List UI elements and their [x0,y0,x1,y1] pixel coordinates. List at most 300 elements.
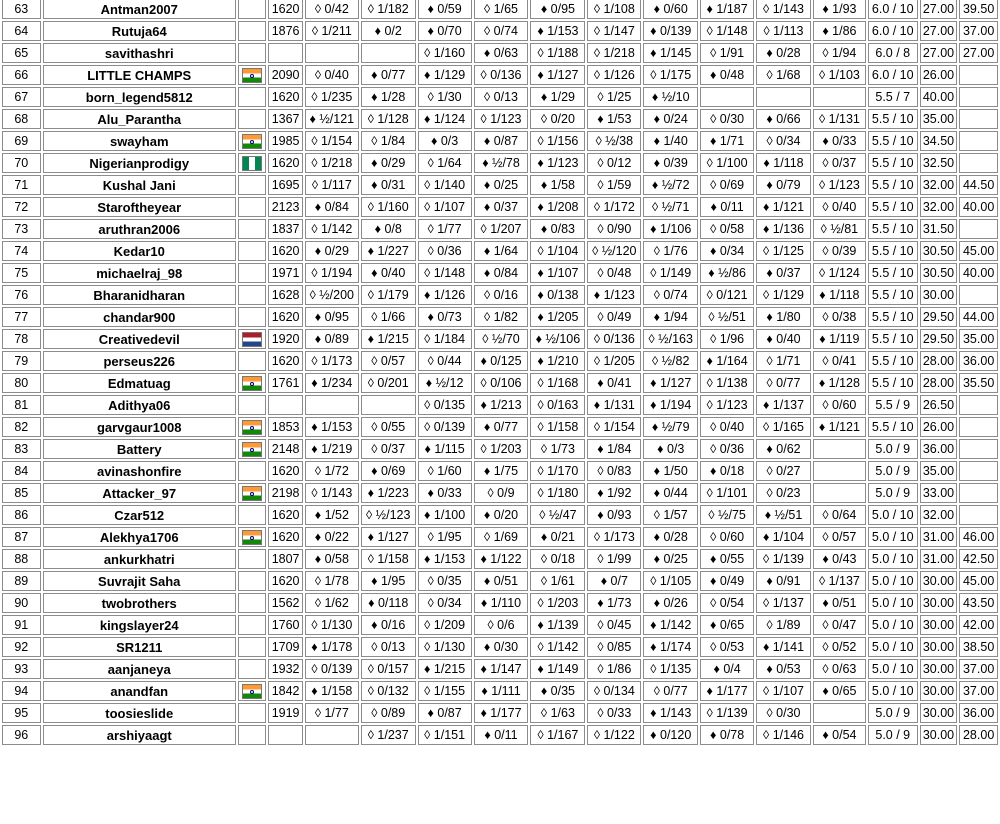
tiebreak2-cell [959,285,998,305]
round-result-cell: ♦ 0/16 [361,615,416,635]
flag-in-icon [242,420,262,435]
round-result-cell: ♦ 1/118 [756,153,811,173]
round-result-cell: ◊ 0/134 [587,681,641,701]
round-result-cell: ◊ 1/117 [305,175,359,195]
round-result-cell: ♦ 1/129 [418,65,472,85]
round-result-cell: ◊ 1/123 [700,395,754,415]
round-result-cell: ◊ 1/69 [474,527,529,547]
score-cell: 5.0 / 9 [868,439,918,459]
rank-cell: 89 [2,571,41,591]
round-result-cell: ♦ 0/20 [474,505,529,525]
rank-cell: 79 [2,351,41,371]
round-result-cell: ◊ 0/16 [474,285,529,305]
round-result-cell: ◊ 1/101 [700,483,754,503]
player-name-link[interactable]: arshiyaagt [43,725,236,745]
rank-cell: 75 [2,263,41,283]
round-result-cell: ◊ ½/38 [587,131,641,151]
round-result-cell: ◊ ½/70 [474,329,529,349]
rating-cell: 2090 [268,65,303,85]
round-result-cell: ◊ 1/128 [361,109,416,129]
player-name-link[interactable]: Edmatuag [43,373,236,393]
tiebreak1-cell: 30.00 [920,285,958,305]
flag-cell [238,109,266,129]
round-result-cell: ◊ 0/36 [418,241,472,261]
tiebreak1-cell: 30.00 [920,725,958,745]
flag-cell [238,527,266,547]
table-row [2,329,998,349]
round-result-cell: ◊ 0/135 [418,395,472,415]
round-result-cell [813,87,866,107]
round-result-cell: ♦ 0/40 [756,329,811,349]
table-row [2,439,998,459]
flag-in-icon [242,486,262,501]
player-name-link[interactable]: anandfan [43,681,236,701]
round-result-cell: ♦ 1/124 [418,109,472,129]
rating-cell: 1620 [268,527,303,547]
tiebreak1-cell: 30.50 [920,263,958,283]
rank-cell: 71 [2,175,41,195]
flag-cell [238,329,266,349]
flag-cell [238,549,266,569]
round-result-cell: ♦ 1/93 [813,0,866,19]
round-result-cell: ♦ 1/127 [361,527,416,547]
tiebreak2-cell: 44.00 [959,307,998,327]
round-result-cell: ◊ ½/123 [361,505,416,525]
tiebreak2-cell: 44.50 [959,175,998,195]
round-result-cell: ◊ ½/81 [813,219,866,239]
round-result-cell: ◊ 1/165 [756,417,811,437]
round-result-cell: ♦ 1/40 [643,131,698,151]
round-result-cell: ◊ 1/139 [700,703,754,723]
rank-cell: 77 [2,307,41,327]
player-name-link[interactable]: perseus226 [43,351,236,371]
round-result-cell: ♦ ½/106 [530,329,585,349]
round-result-cell: ◊ 1/147 [587,21,641,41]
flag-cell [238,175,266,195]
round-result-cell: ♦ 0/84 [305,197,359,217]
player-name-link[interactable]: Battery [43,439,236,459]
round-result-cell: ♦ 0/59 [418,0,472,19]
tiebreak1-cell: 32.00 [920,175,958,195]
round-result-cell: ♦ 0/77 [361,65,416,85]
tiebreak2-cell: 35.00 [959,329,998,349]
rating-cell: 1842 [268,681,303,701]
round-result-cell: ◊ 0/136 [587,329,641,349]
tiebreak1-cell: 30.00 [920,681,958,701]
score-cell: 5.0 / 9 [868,483,918,503]
player-name-link[interactable]: Staroftheyear [43,197,236,217]
round-result-cell: ◊ 1/203 [474,439,529,459]
rating-cell: 1620 [268,461,303,481]
player-name-link[interactable]: Alekhya1706 [43,527,236,547]
table-row [2,373,998,393]
rank-cell: 86 [2,505,41,525]
score-cell: 5.5 / 10 [868,241,918,261]
round-result-cell: ♦ 1/153 [418,549,472,569]
rank-cell: 76 [2,285,41,305]
round-result-cell: ♦ 1/50 [643,461,698,481]
round-result-cell: ◊ 1/113 [756,21,811,41]
flag-cell [238,725,266,745]
round-result-cell: ♦ 0/125 [474,351,529,371]
flag-cell [238,373,266,393]
flag-cell [238,703,266,723]
round-result-cell: ♦ 0/18 [700,461,754,481]
round-result-cell: ♦ 1/174 [643,637,698,657]
round-result-cell: ◊ 1/66 [361,307,416,327]
round-result-cell: ♦ 1/118 [813,285,866,305]
round-result-cell: ◊ 0/74 [474,21,529,41]
rating-cell: 1620 [268,0,303,19]
round-result-cell: ♦ 1/121 [756,197,811,217]
flag-cell [238,131,266,151]
player-name-link[interactable]: SR1211 [43,637,236,657]
round-result-cell: ♦ 0/83 [530,219,585,239]
round-result-cell: ◊ 0/34 [418,593,472,613]
round-result-cell: ◊ 1/154 [587,417,641,437]
round-result-cell: ♦ 0/26 [643,593,698,613]
round-result-cell: ♦ 1/153 [530,21,585,41]
round-result-cell: ♦ 0/54 [813,725,866,745]
player-name-link[interactable]: chandar900 [43,307,236,327]
round-result-cell: ♦ 1/139 [530,615,585,635]
table-row [2,483,998,503]
round-result-cell: ◊ ½/163 [643,329,698,349]
round-result-cell: ◊ 1/89 [756,615,811,635]
round-result-cell: ◊ 1/82 [474,307,529,327]
round-result-cell: ◊ 0/18 [530,549,585,569]
round-result-cell: ♦ 1/95 [361,571,416,591]
round-result-cell: ◊ 0/48 [587,263,641,283]
player-name-link[interactable]: avinashonfire [43,461,236,481]
flag-cell [238,263,266,283]
score-cell: 5.0 / 10 [868,659,918,679]
round-result-cell: ◊ 0/13 [474,87,529,107]
rank-cell: 96 [2,725,41,745]
player-name-link[interactable]: kingslayer24 [43,615,236,635]
player-name-link[interactable]: garvgaur1008 [43,417,236,437]
round-result-cell: ♦ 0/65 [700,615,754,635]
round-result-cell [813,483,866,503]
rating-cell: 1932 [268,659,303,679]
rank-cell: 69 [2,131,41,151]
round-result-cell: ◊ 0/74 [643,285,698,305]
player-name-link[interactable]: aruthran2006 [43,219,236,239]
round-result-cell: ◊ ½/200 [305,285,359,305]
table-row [2,681,998,701]
round-result-cell: ◊ 1/155 [418,681,472,701]
rating-cell: 1985 [268,131,303,151]
round-result-cell: ♦ 0/29 [361,153,416,173]
score-cell: 5.5 / 10 [868,263,918,283]
round-result-cell: ♦ ½/10 [643,87,698,107]
round-result-cell: ♦ 0/77 [474,417,529,437]
round-result-cell: ♦ 1/145 [643,43,698,63]
flag-cell [238,461,266,481]
tiebreak2-cell: 27.00 [959,43,998,63]
round-result-cell: ♦ 1/106 [643,219,698,239]
tiebreak2-cell: 38.50 [959,637,998,657]
round-result-cell: ♦ 1/194 [643,395,698,415]
score-cell: 5.5 / 10 [868,285,918,305]
round-result-cell: ♦ 0/11 [700,197,754,217]
round-result-cell [305,395,359,415]
round-result-cell: ♦ 0/11 [474,725,529,745]
rating-cell: 1620 [268,351,303,371]
tiebreak1-cell: 26.00 [920,417,958,437]
player-name-link[interactable]: Czar512 [43,505,236,525]
round-result-cell: ◊ 0/12 [587,153,641,173]
round-result-cell: ◊ 0/58 [700,219,754,239]
tiebreak2-cell [959,461,998,481]
round-result-cell: ◊ 1/194 [305,263,359,283]
round-result-cell: ◊ 0/13 [361,637,416,657]
round-result-cell: ◊ ½/75 [700,505,754,525]
player-name-link[interactable]: Suvrajit Saha [43,571,236,591]
flag-cell [238,241,266,261]
player-name-link[interactable]: Antman2007 [43,0,236,19]
round-result-cell: ◊ 1/205 [587,351,641,371]
round-result-cell: ◊ 1/86 [587,659,641,679]
rank-cell: 90 [2,593,41,613]
round-result-cell: ◊ 1/78 [305,571,359,591]
round-result-cell: ♦ ½/121 [305,109,359,129]
flag-in-icon [242,376,262,391]
round-result-cell: ♦ 1/28 [361,87,416,107]
rank-cell: 66 [2,65,41,85]
tiebreak2-cell [959,131,998,151]
round-result-cell: ◊ 0/45 [587,615,641,635]
round-result-cell: ◊ 1/129 [756,285,811,305]
round-result-cell: ♦ 0/40 [361,263,416,283]
round-result-cell: ♦ 1/92 [587,483,641,503]
round-result-cell: ♦ 1/94 [643,307,698,327]
table-row [2,571,998,591]
round-result-cell: ♦ 0/84 [474,263,529,283]
round-result-cell: ♦ 0/95 [305,307,359,327]
rank-cell: 80 [2,373,41,393]
round-result-cell: ◊ 1/123 [813,175,866,195]
round-result-cell: ♦ 1/142 [643,615,698,635]
round-result-cell: ◊ 1/62 [305,593,359,613]
round-result-cell: ♦ 0/63 [474,43,529,63]
round-result-cell: ◊ 1/175 [643,65,698,85]
round-result-cell: ◊ 1/124 [813,263,866,283]
score-cell: 5.5 / 10 [868,307,918,327]
rating-cell: 2148 [268,439,303,459]
round-result-cell: ◊ 0/157 [361,659,416,679]
score-cell: 5.0 / 10 [868,549,918,569]
round-result-cell: ◊ 1/170 [530,461,585,481]
player-name-link[interactable]: ankurkhatri [43,549,236,569]
round-result-cell: ◊ 1/131 [813,109,866,129]
player-name-link[interactable]: Kedar10 [43,241,236,261]
round-result-cell: ♦ 1/177 [474,703,529,723]
tiebreak2-cell [959,395,998,415]
flag-in-icon [242,530,262,545]
round-result-cell: ♦ 0/31 [361,175,416,195]
score-cell: 5.5 / 10 [868,131,918,151]
round-result-cell: ◊ 0/34 [756,131,811,151]
player-name-link[interactable]: Bharanidharan [43,285,236,305]
tiebreak1-cell: 32.00 [920,197,958,217]
round-result-cell: ◊ 1/156 [530,131,585,151]
table-row [2,307,998,327]
round-result-cell: ♦ 1/234 [305,373,359,393]
round-result-cell: ◊ 1/207 [474,219,529,239]
round-result-cell: ♦ 1/73 [587,593,641,613]
flag-in-icon [242,134,262,149]
score-cell: 5.0 / 10 [868,681,918,701]
round-result-cell: ♦ 1/205 [530,307,585,327]
round-result-cell: ♦ 1/143 [643,703,698,723]
round-result-cell: ♦ 1/215 [418,659,472,679]
rating-cell: 1620 [268,307,303,327]
round-result-cell: ◊ 0/6 [474,615,529,635]
round-result-cell: ◊ 0/30 [756,703,811,723]
round-result-cell: ♦ 0/51 [474,571,529,591]
rating-cell: 1971 [268,263,303,283]
round-result-cell: ◊ ½/120 [587,241,641,261]
rating-cell: 1709 [268,637,303,657]
tiebreak2-cell: 42.50 [959,549,998,569]
round-result-cell: ◊ 1/139 [756,549,811,569]
round-result-cell [305,725,359,745]
score-cell: 5.5 / 9 [868,395,918,415]
player-name-link[interactable]: Kushal Jani [43,175,236,195]
round-result-cell: ◊ 1/57 [643,505,698,525]
round-result-cell: ♦ 0/25 [643,549,698,569]
flag-cell [238,351,266,371]
round-result-cell: ♦ 0/95 [530,0,585,19]
round-result-cell: ◊ 1/107 [756,681,811,701]
flag-cell [238,681,266,701]
round-result-cell: ♦ 0/91 [756,571,811,591]
round-result-cell: ♦ 1/137 [756,395,811,415]
round-result-cell: ♦ 0/53 [756,659,811,679]
round-result-cell: ◊ 0/90 [587,219,641,239]
round-result-cell: ◊ 1/84 [361,131,416,151]
round-result-cell: ◊ 1/99 [587,549,641,569]
round-result-cell: ♦ 1/208 [530,197,585,217]
round-result-cell: ♦ 0/34 [700,241,754,261]
round-result-cell: ♦ 1/127 [530,65,585,85]
round-result-cell: ♦ 0/35 [530,681,585,701]
player-name-link[interactable]: swayham [43,131,236,151]
round-result-cell: ◊ 0/64 [813,505,866,525]
player-name-link[interactable]: Nigerianprodigy [43,153,236,173]
rank-cell: 83 [2,439,41,459]
round-result-cell: ◊ 0/139 [305,659,359,679]
tiebreak1-cell: 30.00 [920,593,958,613]
tiebreak1-cell: 27.00 [920,43,958,63]
flag-cell [238,219,266,239]
round-result-cell: ◊ 1/218 [587,43,641,63]
rank-cell: 92 [2,637,41,657]
flag-cell [238,285,266,305]
player-name-link[interactable]: Alu_Parantha [43,109,236,129]
round-result-cell: ♦ 0/62 [756,439,811,459]
tiebreak1-cell: 31.00 [920,549,958,569]
flag-cell [238,439,266,459]
round-result-cell: ♦ 0/51 [813,593,866,613]
round-result-cell: ♦ 1/123 [530,153,585,173]
table-row [2,461,998,481]
table-row [2,197,998,217]
player-name-link[interactable]: born_legend5812 [43,87,236,107]
round-result-cell: ◊ 0/60 [813,395,866,415]
player-name-link[interactable]: Rutuja64 [43,21,236,41]
table-row [2,285,998,305]
tiebreak1-cell: 30.00 [920,703,958,723]
score-cell: 5.0 / 10 [868,637,918,657]
rating-cell: 1620 [268,87,303,107]
player-name-link[interactable]: savithashri [43,43,236,63]
round-result-cell: ♦ 0/87 [418,703,472,723]
score-cell: 5.0 / 9 [868,703,918,723]
rating-cell [268,43,303,63]
score-cell: 5.5 / 10 [868,153,918,173]
tiebreak1-cell: 36.00 [920,439,958,459]
round-result-cell: ◊ 1/148 [700,21,754,41]
tiebreak2-cell [959,65,998,85]
round-result-cell: ♦ 0/93 [587,505,641,525]
round-result-cell: ◊ 1/64 [418,153,472,173]
tiebreak2-cell [959,505,998,525]
round-result-cell: ◊ 1/180 [530,483,585,503]
round-result-cell: ♦ 0/37 [474,197,529,217]
round-result-cell: ◊ 1/95 [418,527,472,547]
flag-cell [238,153,266,173]
tiebreak2-cell: 40.00 [959,197,998,217]
table-row [2,725,998,745]
round-result-cell: ♦ 1/84 [587,439,641,459]
table-row [2,703,998,723]
round-result-cell: ♦ 0/55 [700,549,754,569]
tiebreak2-cell [959,153,998,173]
player-name-link[interactable]: toosieslide [43,703,236,723]
player-name-link[interactable]: Attacker_97 [43,483,236,503]
tiebreak1-cell: 27.00 [920,21,958,41]
flag-cell [238,395,266,415]
player-name-link[interactable]: Adithya06 [43,395,236,415]
player-name-link[interactable]: michaelraj_98 [43,263,236,283]
round-result-cell: ♦ 1/131 [587,395,641,415]
score-cell: 5.0 / 10 [868,615,918,635]
player-name-link[interactable]: aanjaneya [43,659,236,679]
round-result-cell: ♦ 0/118 [361,593,416,613]
round-result-cell: ◊ 1/142 [305,219,359,239]
score-cell: 6.0 / 8 [868,43,918,63]
table-row [2,505,998,525]
round-result-cell: ♦ 0/120 [643,725,698,745]
rank-cell: 94 [2,681,41,701]
rank-cell: 88 [2,549,41,569]
rating-cell: 1620 [268,571,303,591]
round-result-cell: ◊ ½/47 [530,505,585,525]
round-result-cell: ◊ 1/160 [418,43,472,63]
round-result-cell: ♦ 1/178 [305,637,359,657]
round-result-cell: ♦ 0/24 [643,109,698,129]
player-name-link[interactable]: Creativedevil [43,329,236,349]
round-result-cell: ♦ 1/115 [418,439,472,459]
round-result-cell: ♦ 1/136 [756,219,811,239]
player-name-link[interactable]: twobrothers [43,593,236,613]
round-result-cell: ♦ 0/25 [474,175,529,195]
table-row [2,527,998,547]
rank-cell: 78 [2,329,41,349]
player-name-link[interactable]: LITTLE CHAMPS [43,65,236,85]
